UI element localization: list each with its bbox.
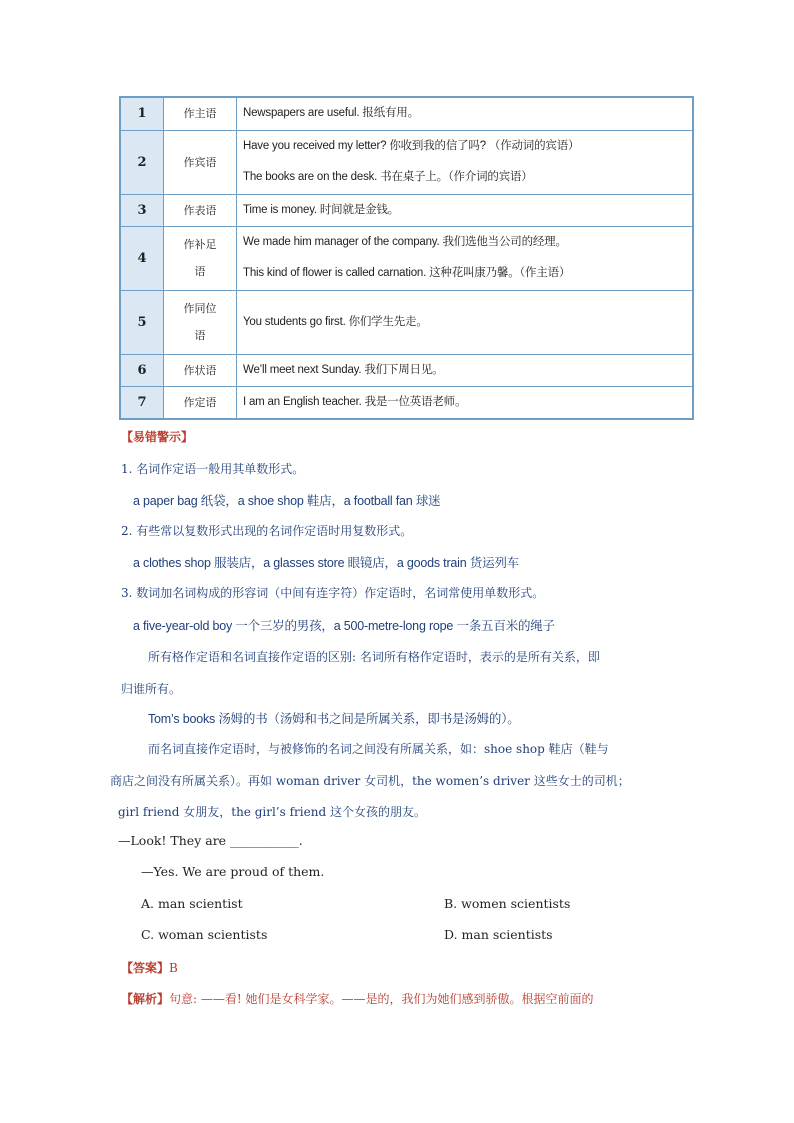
row-role: 作补足语	[164, 226, 237, 290]
option-d: D. man scientists	[444, 927, 553, 942]
row-example: Have you received my letter? 你收到我的信了吗? （作动词的宾语） The books are on the desk. 书在桌子上。（作介词的宾语）	[237, 130, 694, 194]
row-role: 作主语	[164, 97, 237, 130]
table-row	[120, 386, 693, 419]
row-role: 作定语	[164, 386, 237, 419]
warning-heading: 【易错警示】	[121, 430, 194, 444]
table-row	[120, 194, 693, 226]
option-b: B. women scientists	[444, 896, 571, 911]
row-number: 1	[120, 97, 164, 130]
row-role: 作状语	[164, 354, 237, 386]
grammar-table	[119, 96, 694, 420]
row-example: You students go first. 你们学生先走。	[237, 290, 694, 354]
row-number: 3	[120, 194, 164, 226]
rule-3-example: a five-year-old boy 一个三岁的男孩，a 500-metre-long rope 一条五百米的绳子	[133, 619, 555, 633]
note-paragraph-2-end: girl friend 女朋友，the girl’s friend 这个女孩的朋友。	[118, 805, 426, 819]
rule-2: 2. 有些常以复数形式出现的名词作定语时用复数形式。	[121, 524, 413, 538]
note-paragraph-1-cont: 归谁所有。	[121, 682, 182, 696]
row-example: Newspapers are useful. 报纸有用。	[237, 97, 694, 130]
table-row	[120, 354, 693, 386]
answer-value: B	[169, 961, 178, 975]
analysis-text: 句意: ——看! 她们是女科学家。——是的，我们为她们感到骄傲。根据空前面的	[169, 992, 594, 1006]
row-example: I am an English teacher. 我是一位英语老师。	[237, 386, 694, 419]
note-example: Tom’s books 汤姆的书（汤姆和书之间是所属关系，即书是汤姆的）。	[148, 712, 520, 726]
table-row	[120, 97, 693, 130]
note-paragraph-2: 而名词直接作定语时，与被修饰的名词之间没有所属关系，如：shoe shop 鞋店（鞋与	[148, 742, 609, 756]
rule-1: 1. 名词作定语一般用其单数形式。	[121, 462, 305, 476]
answer-label: 【答案】	[121, 961, 170, 975]
row-number: 7	[120, 386, 164, 419]
row-role: 作宾语	[164, 130, 237, 194]
rule-2-example: a clothes shop 服装店，a glasses store 眼镜店，a goods train 货运列车	[133, 556, 519, 570]
note-paragraph-2-cont: 商店之间没有所属关系）。再如 woman driver 女司机，the women’s driver 这些女士的司机；	[110, 774, 630, 788]
row-number: 4	[120, 226, 164, 290]
rule-3: 3. 数词加名词构成的形容词（中间有连字符）作定语时，名词常使用单数形式。	[121, 586, 545, 600]
question-stem: —Look! They are ___________.	[118, 833, 303, 848]
row-number: 6	[120, 354, 164, 386]
option-c: C. woman scientists	[141, 927, 268, 942]
option-a: A. man scientist	[141, 896, 243, 911]
table-row	[120, 290, 693, 354]
note-paragraph-1: 所有格作定语和名词直接作定语的区别: 名词所有格作定语时，表示的是所有关系，即	[148, 650, 600, 664]
row-role: 作同位语	[164, 290, 237, 354]
table-row	[120, 130, 693, 194]
rule-1-example: a paper bag 纸袋，a shoe shop 鞋店，a football fan 球迷	[133, 494, 441, 508]
row-number: 5	[120, 290, 164, 354]
row-example: Time is money. 时间就是金钱。	[237, 194, 694, 226]
answer-line	[121, 959, 178, 976]
row-example: We’ll meet next Sunday. 我们下周日见。	[237, 354, 694, 386]
question-reply: —Yes. We are proud of them.	[141, 864, 325, 879]
row-role: 作表语	[164, 194, 237, 226]
analysis-label: 【解析】	[121, 992, 170, 1006]
table-row	[120, 226, 693, 290]
row-example: We made him manager of the company. 我们选他当公司的经理。 This kind of flower is called carnation. 这种花叫康乃馨。（作主语）	[237, 226, 694, 290]
row-number: 2	[120, 130, 164, 194]
analysis-line	[121, 990, 594, 1007]
